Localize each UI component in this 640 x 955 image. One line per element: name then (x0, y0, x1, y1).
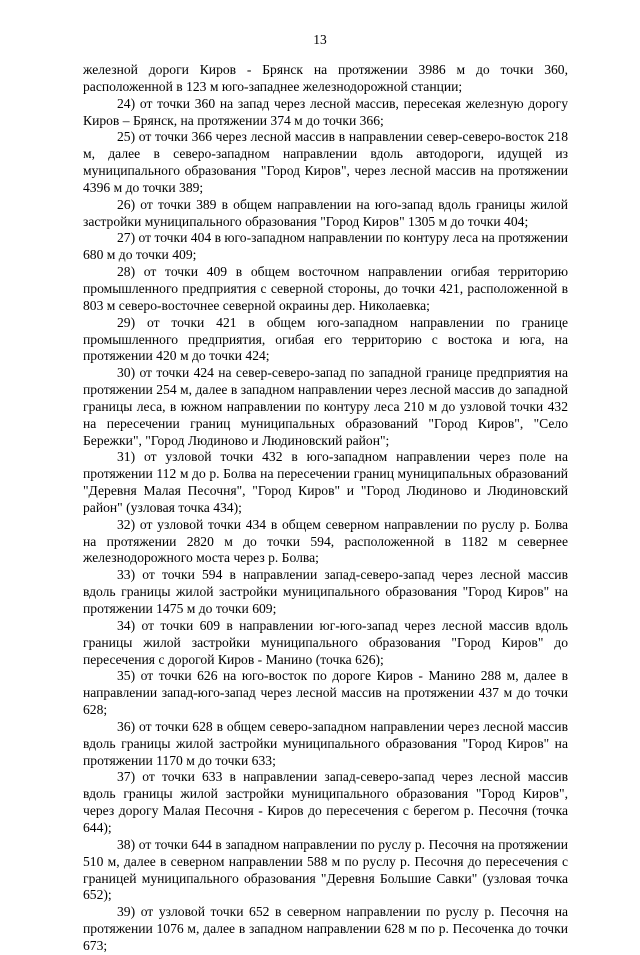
paragraph-item-28: 28) от точки 409 в общем восточном направлении огибая территорию промышленного предприятия с северной стороны, до точки 421, расположенной в 803 м северо-восточнее северной окраины дер. Николаевка; (83, 264, 568, 313)
paragraph-item-25: 25) от точки 366 через лесной массив в направлении север-северо-восток 218 м, далее в северо-западном направлении вдоль автодороги, идущей из муниципального образования "Город Киров", через лесной массив на протяжении 4396 м до точки 389; (83, 129, 568, 195)
paragraph-item-26: 26) от точки 389 в общем направлении на юго-запад вдоль границы жилой застройки муниципального образования "Город Киров" 1305 м до точки 404; (83, 196, 568, 229)
paragraph-item-36: 36) от точки 628 в общем северо-западном направлении через лесной массив вдоль границы жилой застройки муниципального образования "Город Киров" на протяжении 1170 м до точки 633; (83, 718, 568, 768)
paragraph-item-29: 29) от точки 421 в общем юго-западном направлении по границе промышленного предприятия, огибая его территорию с востока и юга, на протяжении 420 м до точки 424; (83, 314, 568, 364)
paragraph-item-32: 32) от узловой точки 434 в общем северном направлении по руслу р. Болва на протяжении 2820 м до точки 594, расположенной в 1182 м севернее железнодорожного моста через р. Болва; (83, 516, 568, 566)
paragraph-item-30: 30) от точки 424 на север-северо-запад по западной границе предприятия на протяжении 254 м, далее в западном направлении через лесной массив до западной границы леса, в южном направлении по контуру леса 210 м до узловой точки 432 на пересечении границ муниципальных образований "Город Киров", "Село Бережки", "Город Людиново и Людиновский район"; (83, 365, 568, 448)
paragraph-item-39: 39) от узловой точки 652 в северном направлении по руслу р. Песочня на протяжении 1076 м, далее в западном направлении 628 м по р. Песоченка до точки 673; (83, 904, 568, 953)
paragraph-item-24: 24) от точки 360 на запад через лесной массив, пересекая железную дорогу Киров – Брянск, на протяжении 374 м до точки 366; (83, 95, 568, 128)
paragraph-item-34: 34) от точки 609 в направлении юг-юго-запад через лесной массив вдоль границы жилой застройки муниципального образования "Город Киров" до пересечения с дорогой Киров - Манино (точка 626); (83, 617, 568, 667)
paragraph-continuation: железной дороги Киров - Брянск на протяжении 3986 м до точки 360, расположенной в 123 м юго-западнее железнодорожной станции; (83, 62, 568, 94)
paragraph-item-37: 37) от точки 633 в направлении запад-северо-запад через лесной массив вдоль границы жилой застройки муниципального образования "Город Киров", через дорогу Малая Песочня - Киров до пересечения с берегом р. Песочня (точка 644); (83, 769, 568, 835)
page-number: 13 (313, 32, 327, 47)
paragraph-item-38: 38) от точки 644 в западном направлении по руслу р. Песочня на протяжении 510 м, далее в северном направлении 588 м по руслу р. Песочня до пересечения с границей муниципального образования "Деревня Большие Савки" (узловая точка 652); (83, 836, 568, 903)
paragraph-item-31: 31) от узловой точки 432 в юго-западном направлении через поле на протяжении 112 м до р. Болва на пересечении границ муниципальных образований "Деревня Малая Песочня", "Город Киров" и "Город Людиново и Людиновский район" (узловая точка 434); (83, 449, 568, 515)
paragraph-item-33: 33) от точки 594 в направлении запад-северо-запад через лесной массив вдоль границы жилой застройки муниципального образования "Город Киров" на протяжении 1475 м до точки 609; (83, 567, 568, 616)
document-body (83, 62, 568, 955)
paragraph-item-27: 27) от точки 404 в юго-западном направлении по контуру леса на протяжении 680 м до точки 409; (83, 230, 568, 263)
paragraph-item-35: 35) от точки 626 на юго-восток по дороге Киров - Манино 288 м, далее в направлении запад-юго-запад через лесной массив на протяжении 437 м до точки 628; (83, 668, 568, 718)
